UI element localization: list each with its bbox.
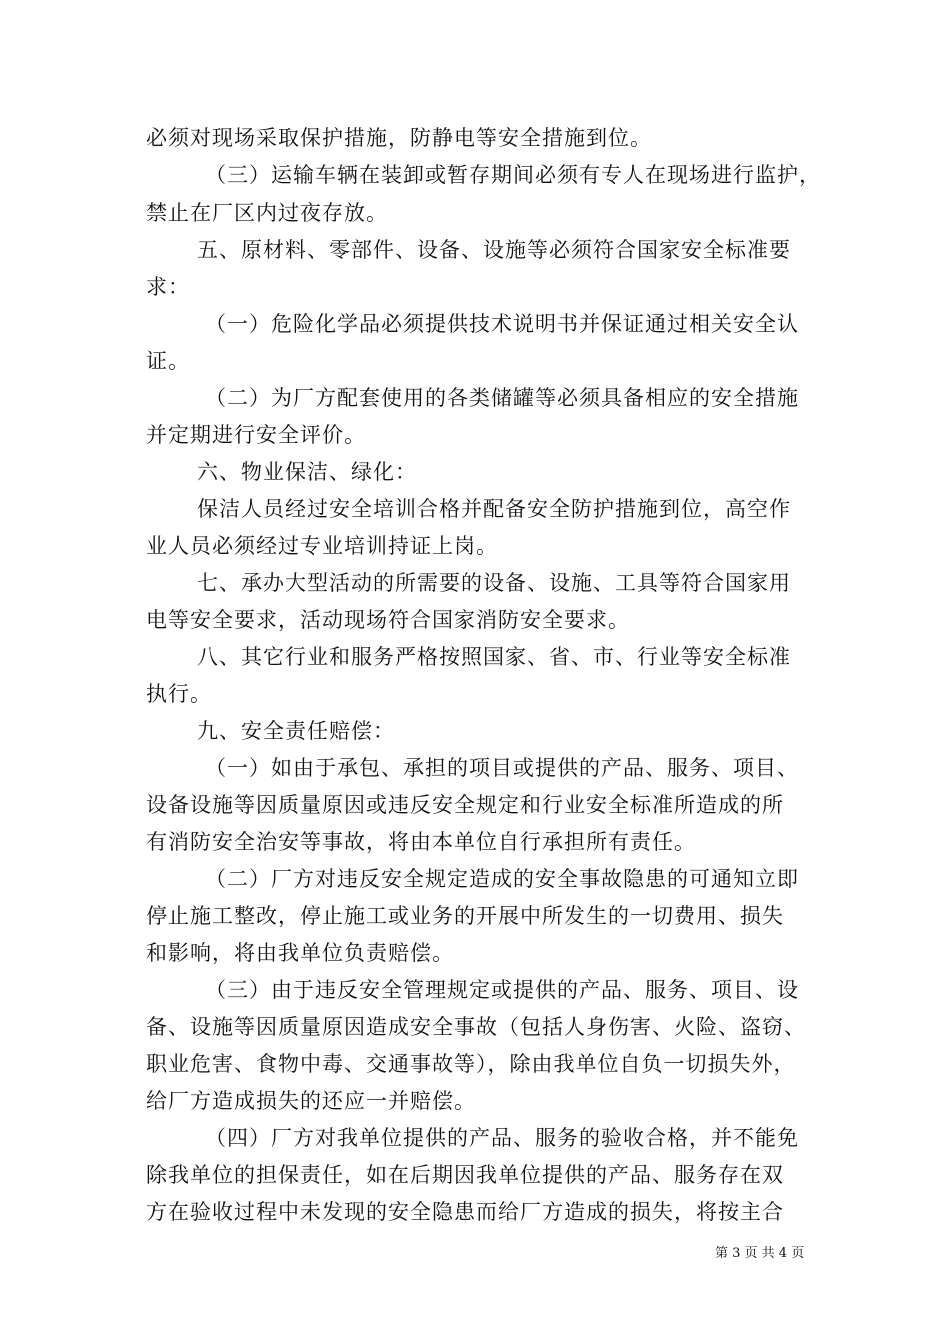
text-line: 给厂方造成损失的还应一并赔偿。 xyxy=(146,1089,476,1113)
text-line: （一）危险化学品必须提供技术说明书并保证通过相关安全认 xyxy=(205,312,799,336)
text-line: （二）为厂方配套使用的各类储罐等必须具备相应的安全措施 xyxy=(205,386,799,410)
text-line: （二）厂方对违反安全规定造成的安全事故隐患的可通知立即 xyxy=(205,867,799,891)
text-line: 保洁人员经过安全培训合格并配备安全防护措施到位，高空作 xyxy=(197,497,791,521)
text-line: 方在验收过程中未发现的安全隐患而给厂方造成的损失，将按主合 xyxy=(146,1200,784,1224)
text-line: （四）厂方对我单位提供的产品、服务的验收合格，并不能免 xyxy=(205,1126,799,1150)
text-line: （一）如由于承包、承担的项目或提供的产品、服务、项目、 xyxy=(205,756,799,780)
text-line: 求： xyxy=(146,275,190,299)
text-line: 电等安全要求，活动现场符合国家消防安全要求。 xyxy=(146,608,630,632)
text-line: 并定期进行安全评价。 xyxy=(146,423,366,447)
text-line: 必须对现场采取保护措施，防静电等安全措施到位。 xyxy=(146,126,652,150)
text-line: 业人员必须经过专业培训持证上岗。 xyxy=(146,534,498,558)
text-line: 停止施工整改，停止施工或业务的开展中所发生的一切费用、损失 xyxy=(146,904,784,928)
text-line: （三）运输车辆在装卸或暂存期间必须有专人在现场进行监护， xyxy=(205,163,821,187)
text-line: （三）由于违反安全管理规定或提供的产品、服务、项目、设 xyxy=(205,978,799,1002)
text-line: 除我单位的担保责任，如在后期因我单位提供的产品、服务存在双 xyxy=(146,1163,784,1187)
page-indicator: 第 3 页 共 4 页 xyxy=(715,1246,805,1261)
text-line: 六、物业保洁、绿化： xyxy=(197,460,417,484)
text-line: 五、原材料、零部件、设备、设施等必须符合国家安全标准要 xyxy=(197,238,791,262)
text-line: 执行。 xyxy=(146,682,212,706)
text-line: 九、安全责任赔偿： xyxy=(197,719,395,743)
text-line: 和影响，将由我单位负责赔偿。 xyxy=(146,941,454,965)
text-line: 职业危害、食物中毒、交通事故等），除由我单位自负一切损失外， xyxy=(146,1052,796,1076)
text-line: 设备设施等因质量原因或违反安全规定和行业安全标准所造成的所 xyxy=(146,793,784,817)
text-line: 七、承办大型活动的所需要的设备、设施、工具等符合国家用 xyxy=(197,571,791,595)
text-line: 有消防安全治安等事故，将由本单位自行承担所有责任。 xyxy=(146,830,696,854)
text-line: 八、其它行业和服务严格按照国家、省、市、行业等安全标准 xyxy=(197,645,791,669)
text-line: 备、设施等因质量原因造成安全事故（包括人身伤害、火险、盗窃、 xyxy=(146,1015,806,1039)
text-line: 证。 xyxy=(146,349,190,373)
text-line: 禁止在厂区内过夜存放。 xyxy=(146,201,388,225)
